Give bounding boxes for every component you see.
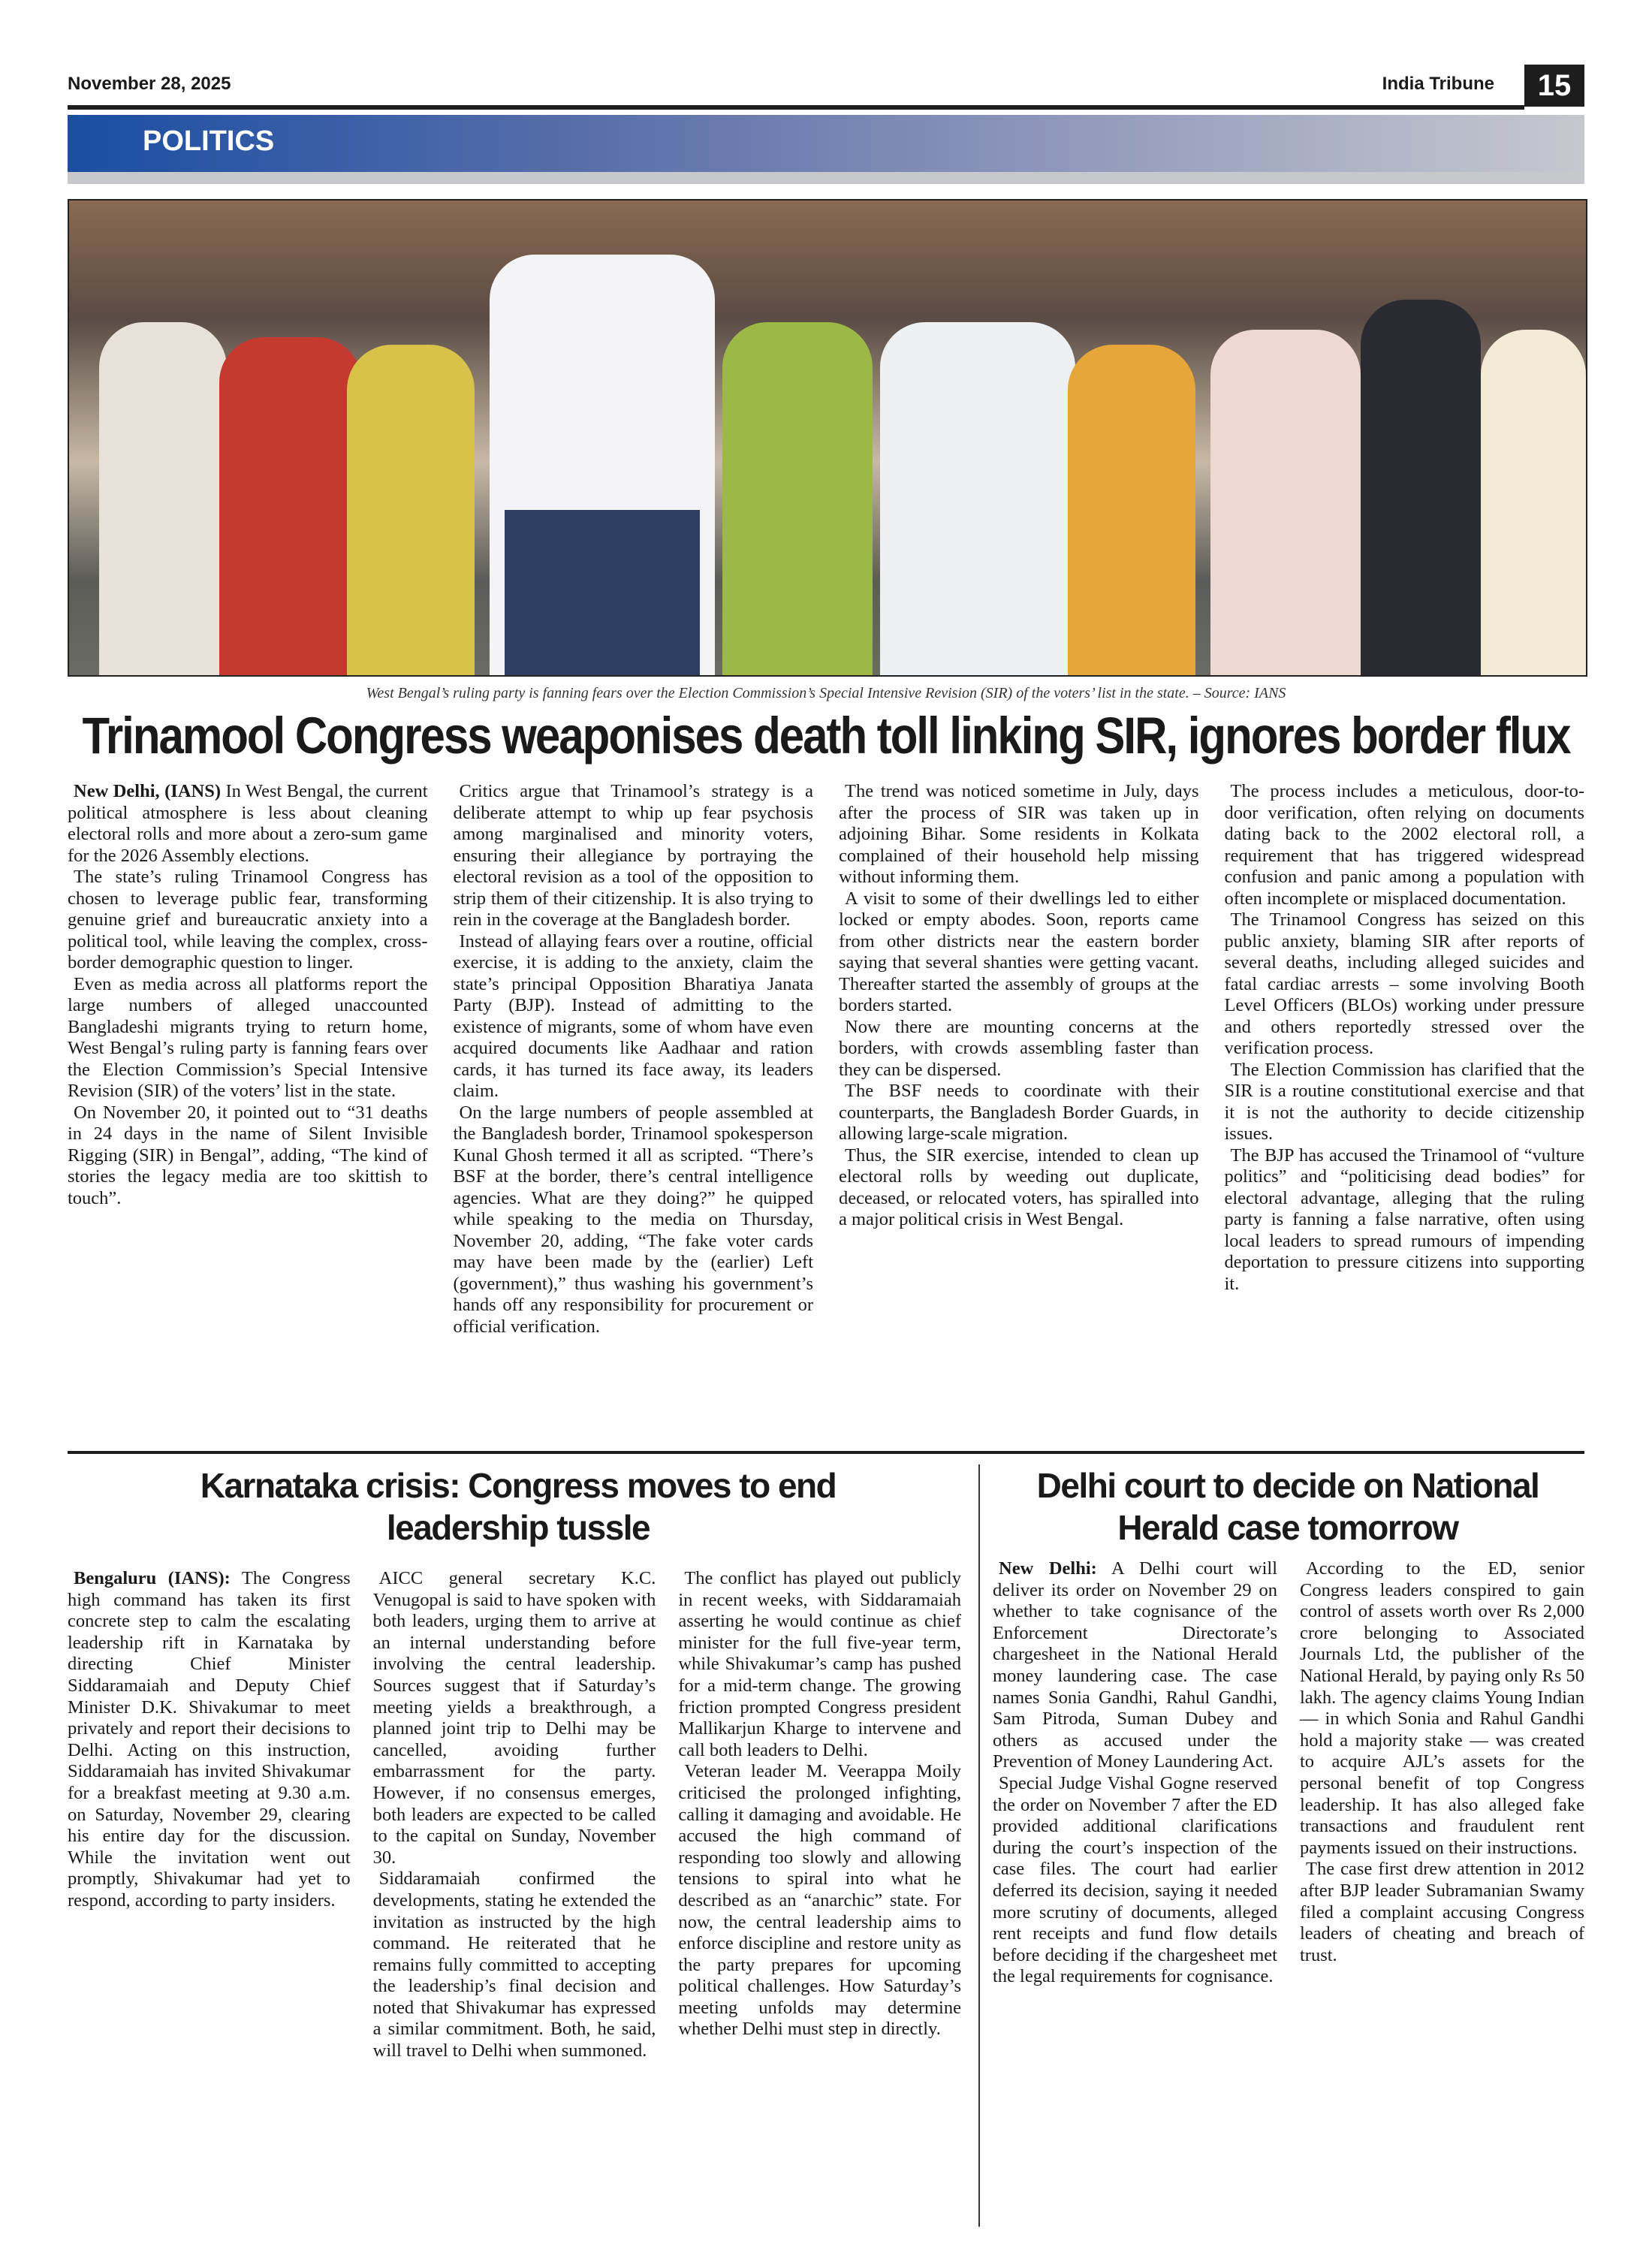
paragraph: The Trinamool Congress has seized on this public anxiety, blaming SIR after reports of several deaths, including alleged suicides and fatal cardiac arrests – some involving Booth Level Officers (BLOs) working under pressure and others reportedly stressed over the verification process. [1224, 909, 1584, 1058]
lead-headline: Trinamool Congress weaponises death toll linking SIR, ignores border flux [82, 706, 1570, 765]
page-number: 15 [1524, 65, 1584, 107]
herald-column-1 [993, 1558, 1277, 1988]
lead-dateline: New Delhi, (IANS) [74, 781, 221, 801]
paragraph: Now there are mounting concerns at the borders, with crowds assembling faster than they can be dispersed. [839, 1016, 1199, 1080]
paragraph: The state’s ruling Trinamool Congress has chosen to leverage public fear, transforming genuine grief and bureaucratic anxiety into a political tool, while leaving the complex, cross-border demographic question to linger. [68, 867, 428, 973]
lead-column-2 [454, 781, 814, 1442]
herald-dateline: New Delhi: [999, 1558, 1097, 1579]
paragraph: The process includes a meticulous, door-to-door verification, often relying on documents dating back to the 2002 electoral roll, a requirement that has triggered widespread confusion and panic among a population with often incomplete or misplaced documentation. [1224, 781, 1584, 909]
paragraph: According to the ED, senior Congress leaders conspired to gain control of assets worth over Rs 2,000 crore belonging to Associated Journals Ltd, the publisher of the National Herald, by paying only Rs 50 lakh. The agency claims Young Indian — in which Sonia and Rahul Gandhi hold a majority stake — was created to acquire AJL’s assets for the personal benefit of top Congress leadership. It has also alleged fake transactions and fraudulent rent payments issued on their instructions. [1300, 1558, 1585, 1858]
masthead [68, 68, 1584, 105]
paragraph: The Congress high command has taken its first concrete step to calm the escalating leadership rift in Karnataka by directing Chief Minister Siddaramaiah and Deputy Chief Minister D.K. Shivakumar to meet privately and report their decisions to Delhi. Acting on this instruction, Siddaramaiah has invited Shivakumar for a breakfast meeting at 9.30 a.m. on Saturday, November 29, clearing his entire day for the discussion. While the invitation went out promptly, Shivakumar had yet to respond, according to party insiders. [68, 1568, 351, 1911]
karnataka-dateline: Bengaluru (IANS): [74, 1568, 231, 1588]
paragraph: Siddaramaiah confirmed the developments, stating he extended the invitation as instructed by the high command. He reiterated that he remains fully committed to accepting the leadership’s final decision and noted that Shivakumar has expressed a similar commitment. Both, he said, will travel to Delhi when summoned. [372, 1868, 656, 2061]
paragraph: Veteran leader M. Veerappa Moily criticised the prolonged infighting, calling it damaging and avoidable. He accused the high command of responding too slowly and allowing tensions to spiral into what he described as an “anarchic” state. For now, the central leadership aims to enforce discipline and restore unity as the party prepares for upcoming political challenges. How Saturday’s meeting unfolds may determine whether Delhi must step in directly. [678, 1761, 961, 2040]
paragraph: The BSF needs to coordinate with their counterparts, the Bangladesh Border Guards, in allowing large-scale migration. [839, 1081, 1199, 1144]
section-label: POLITICS [143, 125, 275, 157]
lead-column-1 [68, 781, 428, 1442]
herald-headline: Delhi court to decide on National Herald case tomorrow [1036, 1466, 1539, 1547]
lead-column-3 [839, 781, 1199, 1442]
paragraph: A Delhi court will deliver its order on November 29 on whether to take cognisance of the Enforcement Directorate’s chargesheet in the National Herald money laundering case. The case names Sonia Gandhi, Rahul Gandhi, Sam Pitroda, Suman Dubey and others as accused under the Prevention of Money Laundering Act. [993, 1558, 1277, 1772]
paragraph: The trend was noticed sometime in July, days after the process of SIR was taken up in adjoining Bihar. Some residents in Kolkata complained of their household help missing without informing them. [839, 781, 1199, 887]
paragraph: In West Bengal, the current political atmosphere is less about cleaning electoral rolls and more about a zero-sum game for the 2026 Assembly elections. [68, 781, 428, 866]
karnataka-column-1 [68, 1568, 351, 2062]
masthead-rule [68, 105, 1524, 110]
karnataka-headline: Karnataka crisis: Congress moves to end leadership tussle [200, 1466, 837, 1547]
publication-name: India Tribune [1382, 74, 1494, 94]
column-divider [978, 1464, 980, 2227]
paragraph: Special Judge Vishal Gogne reserved the order on November 7 after the ED provided additional clarifications during the court’s inspection of the case files. The court had earlier deferred its decision, saying it needed more scrutiny of documents, alleged rent receipts and fund flow details before deciding if the chargesheet met the legal requirements for cognisance. [993, 1772, 1277, 1987]
karnataka-story-body [68, 1568, 961, 2062]
photo-caption: West Bengal’s ruling party is fanning fears over the Election Commission’s Special Intensive Revision (SIR) of the voters’ list in the state. – Source: IANS [366, 685, 1286, 701]
issue-date: November 28, 2025 [68, 74, 231, 94]
herald-story-body [993, 1558, 1584, 1988]
section-underbar [68, 172, 1584, 184]
paragraph: The conflict has played out publicly in recent weeks, with Siddaramaiah asserting he would continue as chief minister for the full five-year term, while Shivakumar’s camp has pushed for a mid-term change. The growing friction prompted Congress president Mallikarjun Kharge to intervene and call both leaders to Delhi. [678, 1568, 961, 1760]
lead-story-body [68, 781, 1584, 1442]
lead-photo [68, 199, 1587, 677]
paragraph: Instead of allaying fears over a routine, official exercise, it is adding to the anxiety, claim the state’s principal Opposition Bharatiya Janata Party (BJP). Instead of admitting to the existence of migrants, some of whom have even acquired documents like Aadhaar and ration cards, it has turned its face away, its leaders claim. [453, 930, 813, 1101]
lead-column-4 [1225, 781, 1585, 1442]
paragraph: Even as media across all platforms report the large numbers of alleged unaccounted Bangladeshi migrants trying to return home, West Bengal’s ruling party is fanning fears over the Election Commission’s Special Intensive Revision (SIR) of the voters’ list in the state. [68, 973, 428, 1101]
herald-column-2 [1300, 1558, 1584, 1988]
paragraph: Thus, the SIR exercise, intended to clean up electoral rolls by weeding out duplicate, deceased, or relocated voters, has spiralled into a major political crisis in West Bengal. [839, 1145, 1199, 1229]
paragraph: On the large numbers of people assembled at the Bangladesh border, Trinamool spokesperson Kunal Ghosh termed it all as scripted. “There’s BSF at the border, there’s central intelligence agencies. What are they doing?” he quipped while speaking to the media on Thursday, November 20, adding, “The fake voter cards may have been made by the (earlier) Left (government),” thus washing his government’s hands off any responsibility for procurement or official verification. [453, 1102, 813, 1337]
paragraph: Critics argue that Trinamool’s strategy is a deliberate attempt to whip up fear psychosis among marginalised and minority voters, ensuring their allegiance by portraying the electoral revision as a tool of the opposition to strip them of their citizenship. It is also trying to rein in the coverage at the Bangladesh border. [453, 781, 813, 930]
paragraph: The case first drew attention in 2012 after BJP leader Subramanian Swamy filed a complaint accusing Congress leaders of cheating and breach of trust. [1300, 1859, 1584, 1965]
paragraph: The BJP has accused the Trinamool of “vulture politics” and “politicising dead bodies” for electoral advantage, alleging that the ruling party is fanning a false narrative, often using local leaders to spread rumours of impending deportation to pressure citizens into supporting it. [1224, 1145, 1584, 1294]
paragraph: A visit to some of their dwellings led to either locked or empty abodes. Soon, reports came from other districts near the eastern border saying that several shanties were getting vacant. Thereafter started the assembly of groups at the borders started. [839, 888, 1199, 1015]
paragraph: On November 20, it pointed out to “31 deaths in 24 days in the name of Silent Invisible Rigging (SIR) in Bengal”, adding, “The kind of stories the legacy media are too skittish to touch”. [68, 1102, 428, 1208]
paragraph: The Election Commission has clarified that the SIR is a routine constitutional exercise and that it is not the authority to decide citizenship issues. [1224, 1059, 1584, 1144]
crowd-illustration [69, 201, 1586, 675]
section-banner [68, 115, 1584, 172]
story-divider [68, 1451, 1584, 1454]
paragraph: AICC general secretary K.C. Venugopal is said to have spoken with both leaders, urging them to arrive at an internal understanding before involving the central leadership. Sources suggest that if Saturday’s meeting yields a breakthrough, a planned joint trip to Delhi may be cancelled, avoiding further embarrassment for the party. However, if no consensus emerges, both leaders are expected to be called to the capital on Sunday, November 30. [372, 1568, 656, 1868]
karnataka-column-3 [678, 1568, 961, 2062]
karnataka-column-2 [373, 1568, 656, 2062]
